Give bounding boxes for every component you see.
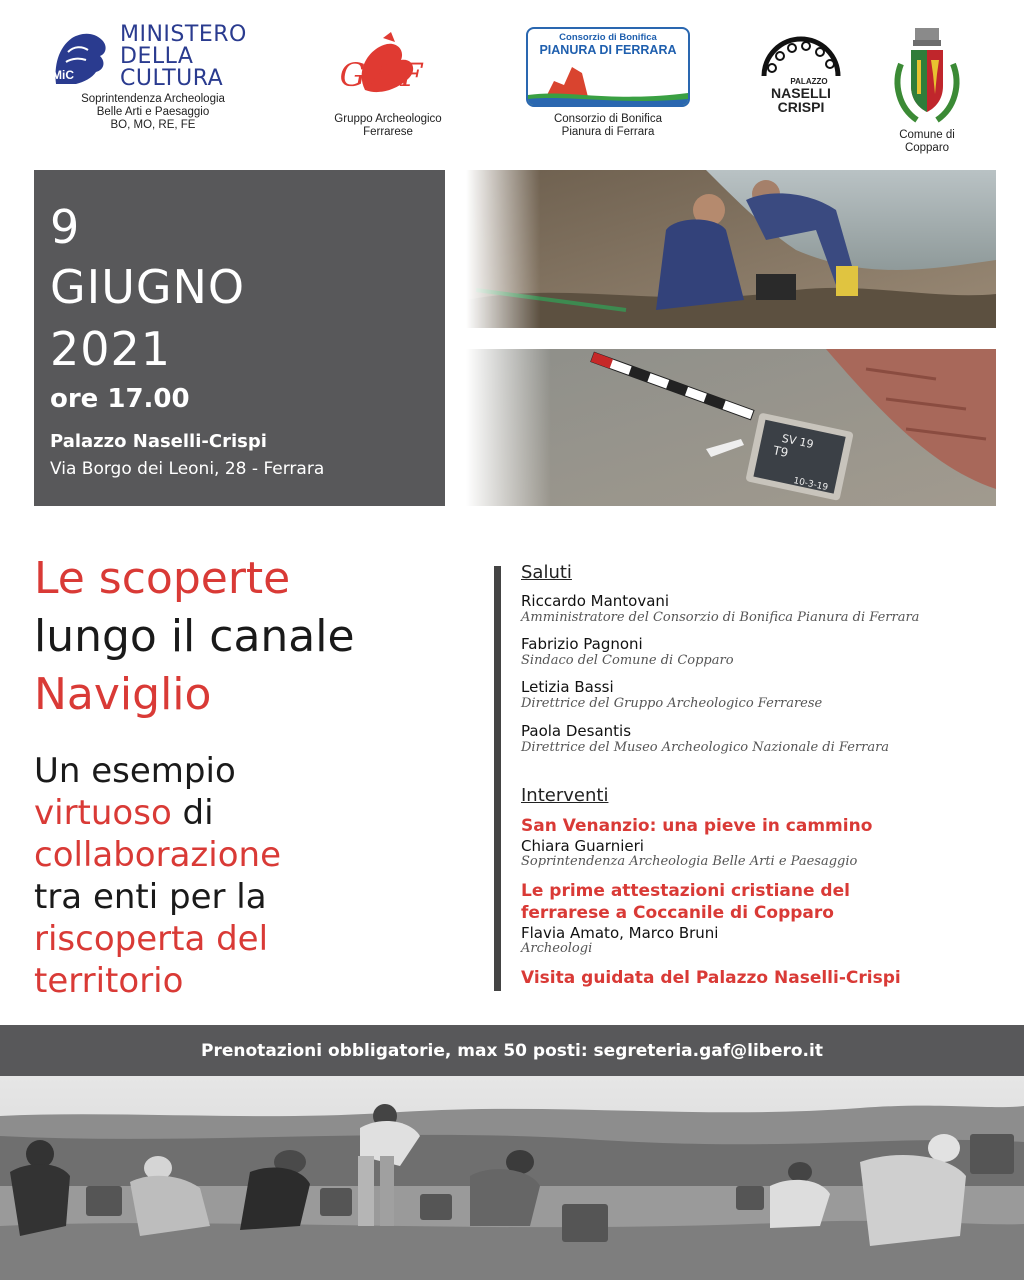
intervento-speaker: Chiara Guarnieri — [521, 837, 644, 855]
comune-caption-2: Copparo — [904, 142, 950, 154]
mic-line1: MINISTERO — [120, 22, 247, 47]
palazzo-logo — [758, 34, 844, 114]
palazzo-l3: CRISPI — [777, 99, 825, 115]
booking-text: Prenotazioni obbligatorie, max 50 posti: segreteria.gaf@libero.it — [201, 1040, 823, 1061]
intervento-title-line2: ferrarese a Coccanile di Copparo — [521, 903, 834, 923]
consorzio-name: PIANURA DI FERRARA — [539, 43, 677, 57]
comune-coat-of-arms-icon — [887, 24, 967, 124]
excavation-team-photo — [0, 1076, 1024, 1280]
gaf-mark: GAF — [339, 56, 429, 94]
subtitle — [34, 750, 281, 1002]
consorzio-landscape-icon — [528, 59, 688, 105]
visita-guidata: Visita guidata del Palazzo Naselli-Crispi — [521, 968, 901, 988]
event-time: ore 17.00 — [50, 384, 190, 414]
palazzo-l2: NASELLI — [771, 85, 831, 101]
divider-bar — [494, 566, 501, 991]
subtitle-highlight-virtuoso: virtuoso — [34, 793, 172, 833]
interventi-heading: Interventi — [521, 785, 609, 806]
gaf-caption-1: Gruppo Archeologico — [334, 113, 442, 125]
subtitle-line4: tra enti per la — [34, 877, 267, 917]
palazzo-l1: PALAZZO — [790, 77, 828, 86]
saluto-role: Direttrice del Museo Archeologico Nazionale di Ferrara — [521, 740, 890, 755]
intervento-speaker: Flavia Amato, Marco Bruni — [521, 924, 719, 942]
mic-line2: DELLA — [120, 44, 194, 69]
intervento-title-line1: Le prime attestazioni cristiane del — [521, 881, 850, 901]
saluto-name: Letizia Bassi — [521, 678, 614, 696]
title-line2: lungo il canale — [34, 611, 355, 662]
mic-caption-2: Belle Arti e Paesaggio — [96, 106, 210, 118]
subtitle-line1: Un esempio — [34, 751, 236, 791]
subtitle-line3: collaborazione — [34, 835, 281, 875]
intervento-role: Soprintendenza Archeologia Belle Arti e Paesaggio — [521, 854, 858, 869]
consorzio-logo — [526, 27, 690, 139]
gaf-caption-2: Ferrarese — [363, 126, 413, 138]
mic-caption-1: Soprintendenza Archeologia — [81, 93, 225, 105]
title-line3: Naviglio — [34, 669, 212, 720]
comune-caption-1: Comune di — [899, 129, 955, 141]
mic-mark: MiC — [52, 68, 74, 82]
date-panel — [34, 170, 445, 506]
subtitle-di: di — [171, 793, 214, 833]
booking-banner — [0, 1025, 1024, 1076]
consorzio-caption-2: Pianura di Ferrara — [561, 126, 655, 138]
saluto-name: Riccardo Mantovani — [521, 592, 670, 610]
saluto-name: Fabrizio Pagnoni — [521, 635, 643, 653]
excavation-photo-tablet — [466, 349, 996, 506]
mic-caption-3: BO, MO, RE, FE — [110, 119, 196, 131]
event-venue: Palazzo Naselli-Crispi — [50, 431, 267, 452]
intervento-title: San Venanzio: una pieve in cammino — [521, 816, 873, 836]
palazzo-arch-icon — [758, 34, 844, 78]
saluto-role: Direttrice del Gruppo Archeologico Ferrarese — [521, 696, 823, 711]
gaf-logo — [318, 30, 458, 139]
consorzio-caption-1: Consorzio di Bonifica — [553, 113, 663, 125]
event-address: Via Borgo dei Leoni, 28 - Ferrara — [50, 459, 325, 479]
title-line1: Le scoperte — [34, 553, 291, 604]
comune-logo — [884, 24, 970, 155]
saluto-name: Paola Desantis — [521, 722, 632, 740]
main-title — [34, 550, 355, 724]
event-month: GIUGNO — [50, 260, 246, 314]
subtitle-line5: riscoperta del — [34, 919, 269, 959]
saluto-role: Sindaco del Comune di Copparo — [521, 653, 734, 668]
subtitle-line6: territorio — [34, 961, 184, 1001]
event-year: 2021 — [50, 322, 172, 376]
consorzio-top: Consorzio di Bonifica — [559, 32, 657, 43]
event-day: 9 — [50, 200, 81, 254]
mic-line3: CULTURA — [120, 66, 224, 91]
intervento-role: Archeologi — [521, 941, 593, 956]
saluto-role: Amministratore del Consorzio di Bonifica Pianura di Ferrara — [521, 610, 920, 625]
saluti-heading: Saluti — [521, 562, 572, 583]
excavation-photo-canal — [466, 170, 996, 328]
